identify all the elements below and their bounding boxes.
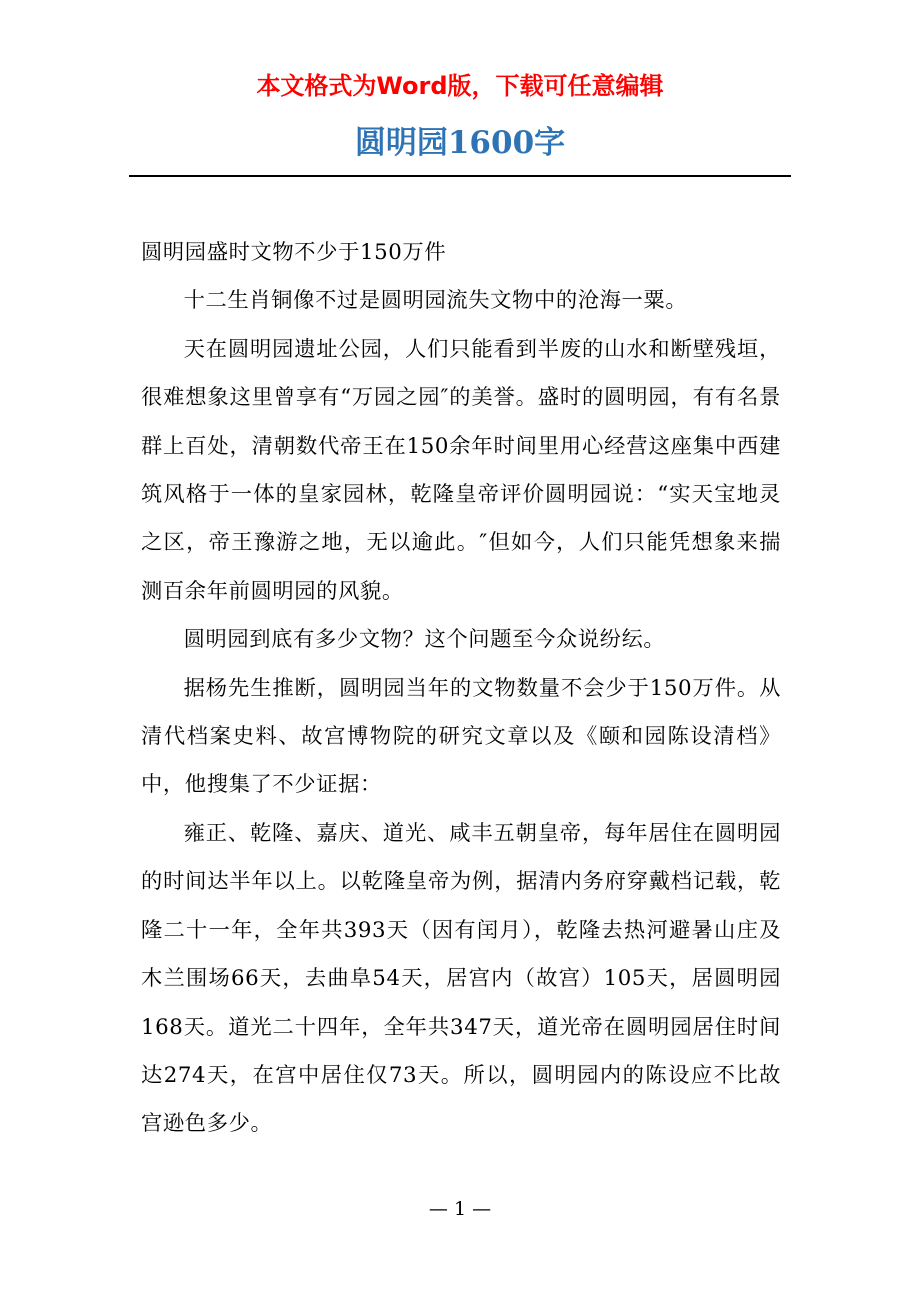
page-title: 圆明园1600字 <box>354 125 566 161</box>
paragraph: 圆明园到底有多少文物？这个问题至今众说纷纭。 <box>183 627 666 653</box>
article-body <box>141 229 781 1149</box>
paragraph: 据杨先生推断，圆明园当年的文物数量不会少于150万件。从清代档案史料、故宫博物院的研究文章以及《颐和园陈设清档》中，他搜集了不少证据： <box>141 675 781 798</box>
format-notice-banner: 本文格式为Word版，下载可任意编辑 <box>256 72 664 100</box>
page-number: — 1 — <box>428 1198 492 1220</box>
paragraph: 雍正、乾隆、嘉庆、道光、咸丰五朝皇帝，每年居住在圆明园的时间达半年以上。以乾隆皇帝为例，据清内务府穿戴档记载，乾隆二十一年，全年共393天（因有闰月），乾隆去热河避暑山庄及木兰围场66天，去曲阜54天，居宫内（故宫）105天，居圆明园168天。道光二十四年，全年共347天，道光帝在圆明园居住时间达274天，在宫中居住仅73天。所以，圆明园内的陈设应不比故宫逊色多少。 <box>141 820 781 1137</box>
paragraph: 天在圆明园遗址公园，人们只能看到半废的山水和断壁残垣，很难想象这里曾享有“万园之园″的美誉。盛时的圆明园，有有名景群上百处，清朝数代帝王在150余年时间里用心经营这座集中西建筑风格于一体的皇家园林，乾隆皇帝评价圆明园说：“实天宝地灵之区，帝王豫游之地，无以逾此。″但如今，人们只能凭想象来揣测百余年前圆明园的风貌。 <box>141 336 781 604</box>
paragraph-subheading: 圆明园盛时文物不少于150万件 <box>141 240 447 265</box>
paragraph: 十二生肖铜像不过是圆明园流失文物中的沧海一粟。 <box>183 288 688 314</box>
title-divider <box>129 175 791 177</box>
